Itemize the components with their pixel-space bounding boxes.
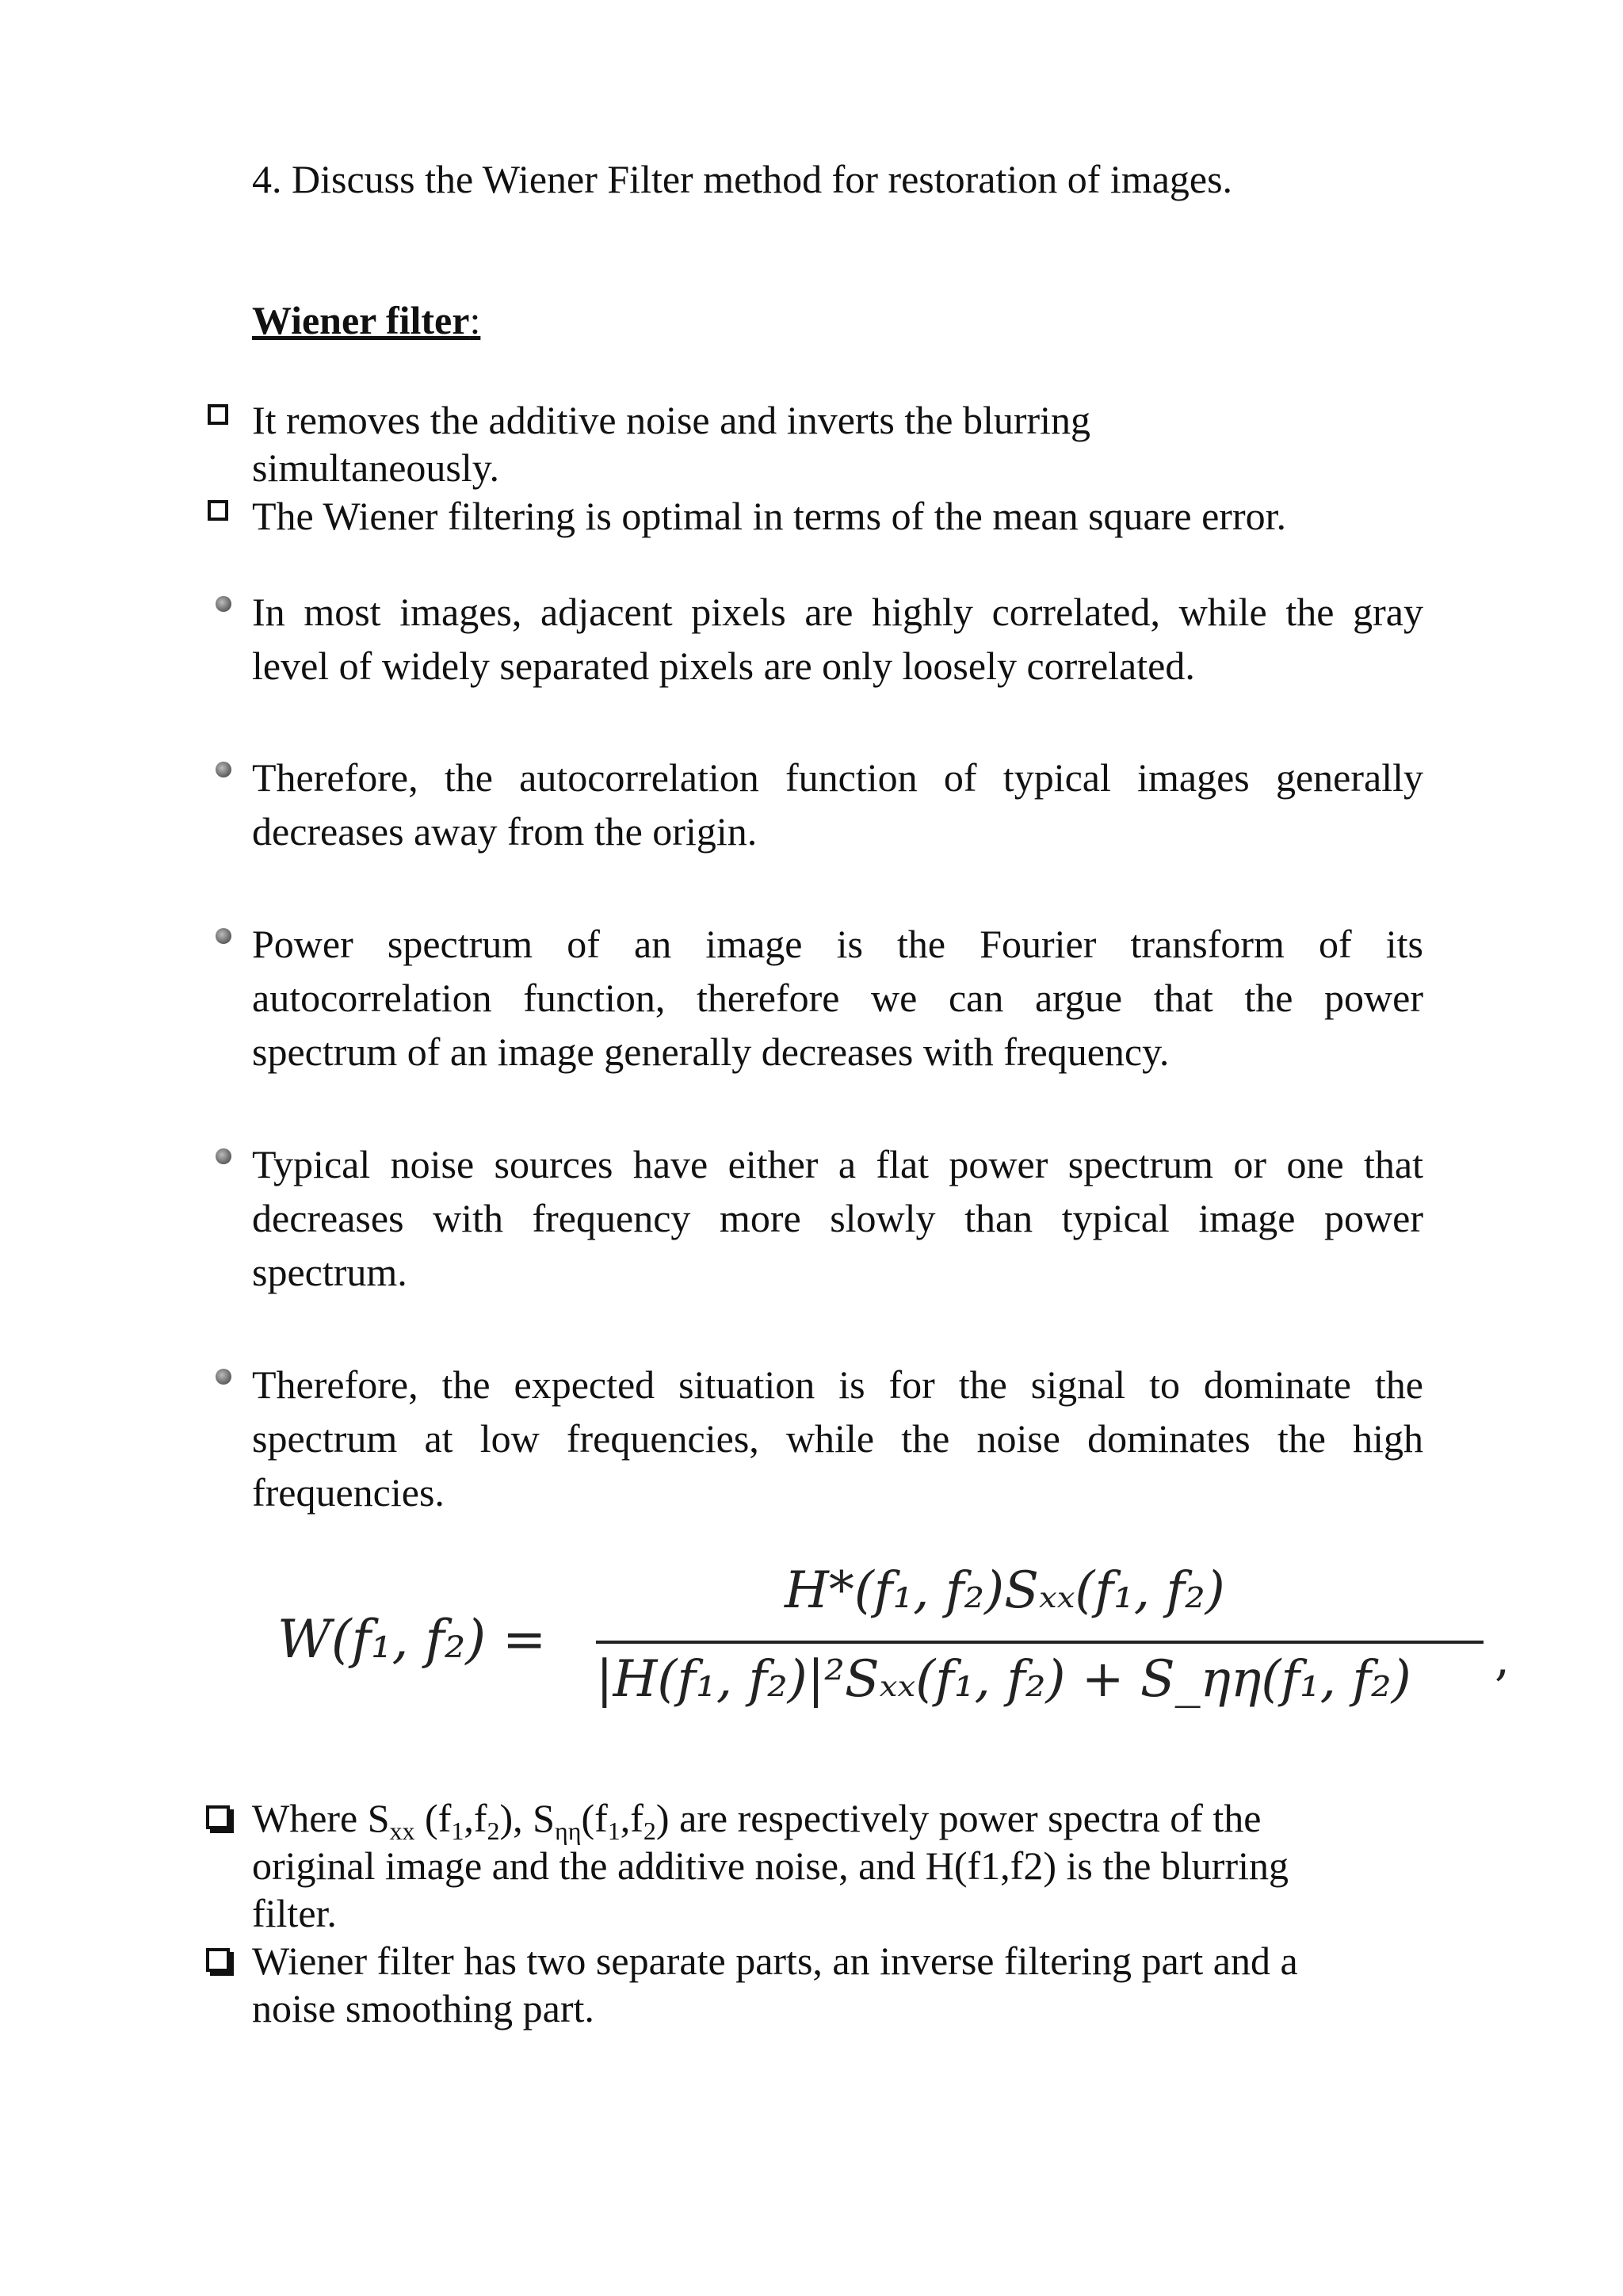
bullet-line: decreases away from the origin.: [252, 809, 758, 854]
bullet-item: [252, 585, 1423, 693]
bullet-line: spectrum at low frequencies, while the noise dominates the high: [252, 1416, 1423, 1461]
where-text: ,f: [464, 1796, 487, 1840]
formula-denominator: |H(f₁, f₂)|²Sₓₓ(f₁, f₂) + S_ηη(f₁, f₂): [596, 1650, 1411, 1709]
bullet-item: [252, 1137, 1423, 1299]
section-heading-text: Wiener filter: [252, 298, 470, 342]
question-title: 4. Discuss the Wiener Filter method for restoration of images.: [252, 157, 1233, 201]
bullet-line: decreases with frequency more slowly than typical image power: [252, 1196, 1423, 1240]
bullet-line: level of widely separated pixels are only loosely correlated.: [252, 644, 1195, 688]
where-text: ) are respectively power spectra of the: [655, 1796, 1262, 1840]
bullet-line: spectrum of an image generally decreases with frequency.: [252, 1030, 1170, 1074]
where-text: (f: [414, 1796, 452, 1840]
square-bullet-icon: [208, 404, 228, 425]
wiener-filter-formula: [269, 1561, 1510, 1728]
where-text: (f: [581, 1796, 608, 1840]
where-text: Where S: [252, 1796, 390, 1840]
bullet-line: In most images, adjacent pixels are highly correlated, while the gray: [252, 590, 1423, 634]
where-line-1: [252, 1794, 1423, 1845]
round-bullet-icon: [216, 1369, 231, 1385]
bullet-line: Power spectrum of an image is the Fourier transform of its: [252, 922, 1423, 966]
round-bullet-icon: [216, 596, 231, 612]
bullet-line: frequencies.: [252, 1470, 445, 1515]
subscript: 1: [607, 1817, 621, 1845]
subscript: 1: [451, 1817, 464, 1845]
formula-fraction-bar: [596, 1641, 1484, 1644]
bullet-line: simultaneously.: [252, 445, 500, 490]
bullet-line: It removes the additive noise and inverts the blurring: [252, 398, 1091, 442]
square-bullet-icon: [206, 1948, 230, 1972]
bullet-line: Therefore, the autocorrelation function of typical images generally: [252, 755, 1423, 800]
bullet-item: [252, 1358, 1423, 1519]
subscript: ηη: [554, 1817, 582, 1845]
section-heading-colon: :: [469, 298, 481, 342]
bullet-line: noise smoothing part.: [252, 1986, 594, 2030]
bullet-line: The Wiener filtering is optimal in terms of the mean square error.: [252, 494, 1286, 538]
bullet-line: Typical noise sources have either a flat power spectrum or one that: [252, 1142, 1423, 1186]
section-heading: [252, 293, 480, 347]
bullet-item: [252, 489, 1423, 543]
where-text: ,f: [620, 1796, 643, 1840]
formula-numerator: H*(f₁, f₂)Sₓₓ(f₁, f₂): [785, 1561, 1225, 1620]
square-bullet-icon: [206, 1805, 230, 1829]
subscript: xx: [389, 1817, 415, 1845]
bullet-line: filter.: [252, 1891, 337, 1935]
bullet-line: Therefore, the expected situation is for the signal to dominate the: [252, 1362, 1423, 1407]
subscript: 2: [643, 1817, 656, 1845]
bullet-item: [252, 1794, 1423, 1937]
bullet-item: [252, 751, 1423, 858]
round-bullet-icon: [216, 1148, 231, 1164]
bullet-item: [252, 393, 1423, 495]
round-bullet-icon: [216, 762, 231, 777]
formula-lhs: W(f₁, f₂) =: [277, 1609, 547, 1670]
square-bullet-icon: [208, 500, 228, 521]
where-text: ), S: [499, 1796, 555, 1840]
bullet-line: autocorrelation function, therefore we can argue that the power: [252, 976, 1423, 1020]
subscript: 2: [487, 1817, 500, 1845]
bullet-line: original image and the additive noise, and H(f1,f2) is the blurring: [252, 1843, 1289, 1888]
bullet-line: spectrum.: [252, 1250, 407, 1294]
bullet-item: [252, 917, 1423, 1079]
round-bullet-icon: [216, 928, 231, 944]
bullet-item: [252, 1937, 1423, 2032]
bullet-line: Wiener filter has two separate parts, an inverse filtering part and a: [252, 1939, 1298, 1983]
formula-trailing-comma: ,: [1495, 1631, 1510, 1687]
